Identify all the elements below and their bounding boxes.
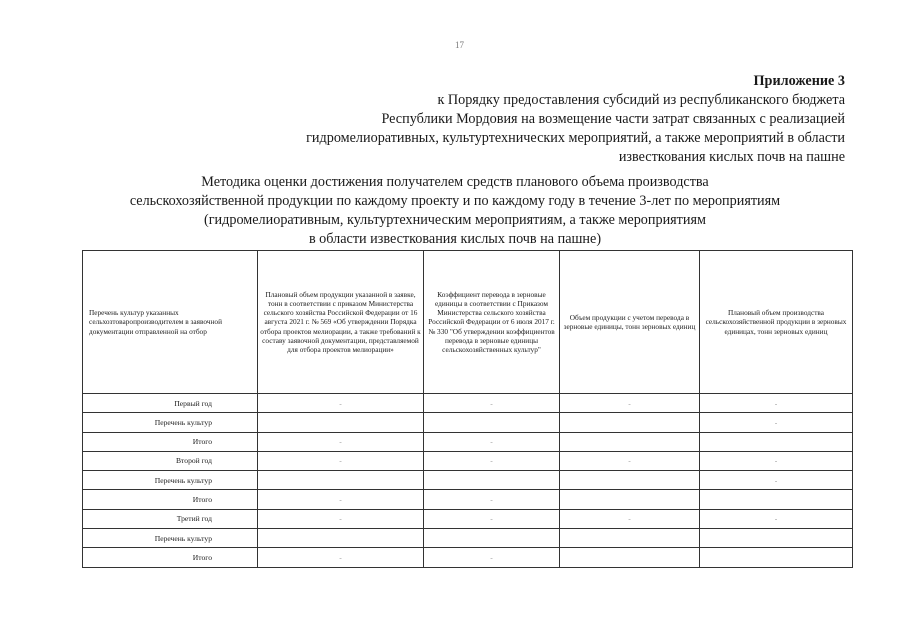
table-cell [424,413,560,432]
table-cell [560,413,700,432]
table-cell: - [700,451,853,470]
table-header-row [83,251,853,394]
row-label: Перечень культур [83,529,258,548]
header-cell-planned-volume: Плановый объем продукции указанной в заявке, тонн в соответствии с приказом Министерства сельского хозяйства Российской Федерации от 16 августа 2021 г. № 569 «Об утверждении Порядка отбора проектов мелиорации, а также требований к составу заявочной документации, представляемой для отбора проектов мелиорации» [258,251,424,394]
header-cell-conversion-coefficient: Коэффициент перевода в зерновые единицы в соответствии с Приказом Министерства сельского хозяйства Российской Федерации от 6 июля 2017 г. № 330 "Об утверждении коэффициентов перевода в зерновые единицы сельскохозяйственных культур" [424,251,560,394]
table-cell: - [700,471,853,490]
table-cell: - [258,394,424,413]
title-line: (гидромелиоративным, культуртехническим мероприятиям, а также мероприятиям [204,212,706,228]
table-cell: - [560,451,700,470]
header-cell-crop-list: Перечень культур указанных сельхозтоваропроизводителем в заявочной документации отправленной на отбор [83,251,258,394]
table-cell [258,529,424,548]
annex-line: известкования кислых почв на пашне [618,149,845,165]
document-title [90,173,820,249]
table-row [83,394,853,413]
row-label: Итого [83,548,258,567]
table-row [83,451,853,470]
table-cell: - [700,509,853,528]
row-label: Второй год [83,451,258,470]
table-row [83,509,853,528]
table-cell: - [424,509,560,528]
table-cell: - [258,490,424,509]
header-cell-planned-production: Плановый объем производства сельскохозяйственной продукции в зерновых единицах, тонн зерновых единиц [700,251,853,394]
table-row [83,490,853,509]
table-cell: - [258,548,424,567]
page-number: 17 [455,40,464,50]
table-cell [700,548,853,567]
table-cell [560,548,700,567]
table-cell [560,529,700,548]
annex-line: гидромелиоративных, культуртехнических мероприятий, а также мероприятий в области [306,130,845,146]
title-line: Методика оценки достижения получателем средств планового объема производства [201,174,709,190]
table-cell [560,432,700,451]
table-cell: - [700,413,853,432]
row-label: Первый год [83,394,258,413]
table-cell [560,471,700,490]
table-cell: - [258,451,424,470]
row-label: Третий год [83,509,258,528]
table-cell [424,529,560,548]
table-cell [424,471,560,490]
table-cell: - [424,451,560,470]
table-cell: - [560,394,700,413]
title-line: сельскохозяйственной продукции по каждому проекту и по каждому году в течение 3-лет по мероприятиям [129,193,781,209]
header-cell-grain-units-volume: Объем продукции с учетом перевода в зерновые единицы, тонн зерновых единиц [560,251,700,394]
annex-header [205,72,845,167]
table-cell: - [258,509,424,528]
table-cell [700,490,853,509]
row-label: Перечень культур [83,471,258,490]
table-cell [258,471,424,490]
table-row [83,529,853,548]
title-line: в области известкования кислых почв на пашне) [308,231,602,247]
table-cell: - [560,509,700,528]
annex-line: Республики Мордовия на возмещение части затрат связанных с реализацией [381,111,845,127]
table-row [83,548,853,567]
annex-title: Приложение 3 [753,73,845,89]
table-row [83,471,853,490]
table-cell: - [424,432,560,451]
table-cell: - [424,394,560,413]
table-row [83,413,853,432]
table-cell [258,413,424,432]
table-cell: - [258,432,424,451]
methodology-table [82,250,853,568]
annex-line: к Порядку предоставления субсидий из республиканского бюджета [437,92,845,108]
row-label: Итого [83,490,258,509]
table-cell [560,490,700,509]
row-label: Перечень культур [83,413,258,432]
row-label: Итого [83,432,258,451]
table-row [83,432,853,451]
table-cell: - [424,490,560,509]
table-cell: - [700,394,853,413]
table-cell [700,529,853,548]
table-cell [700,432,853,451]
table-cell: - [424,548,560,567]
